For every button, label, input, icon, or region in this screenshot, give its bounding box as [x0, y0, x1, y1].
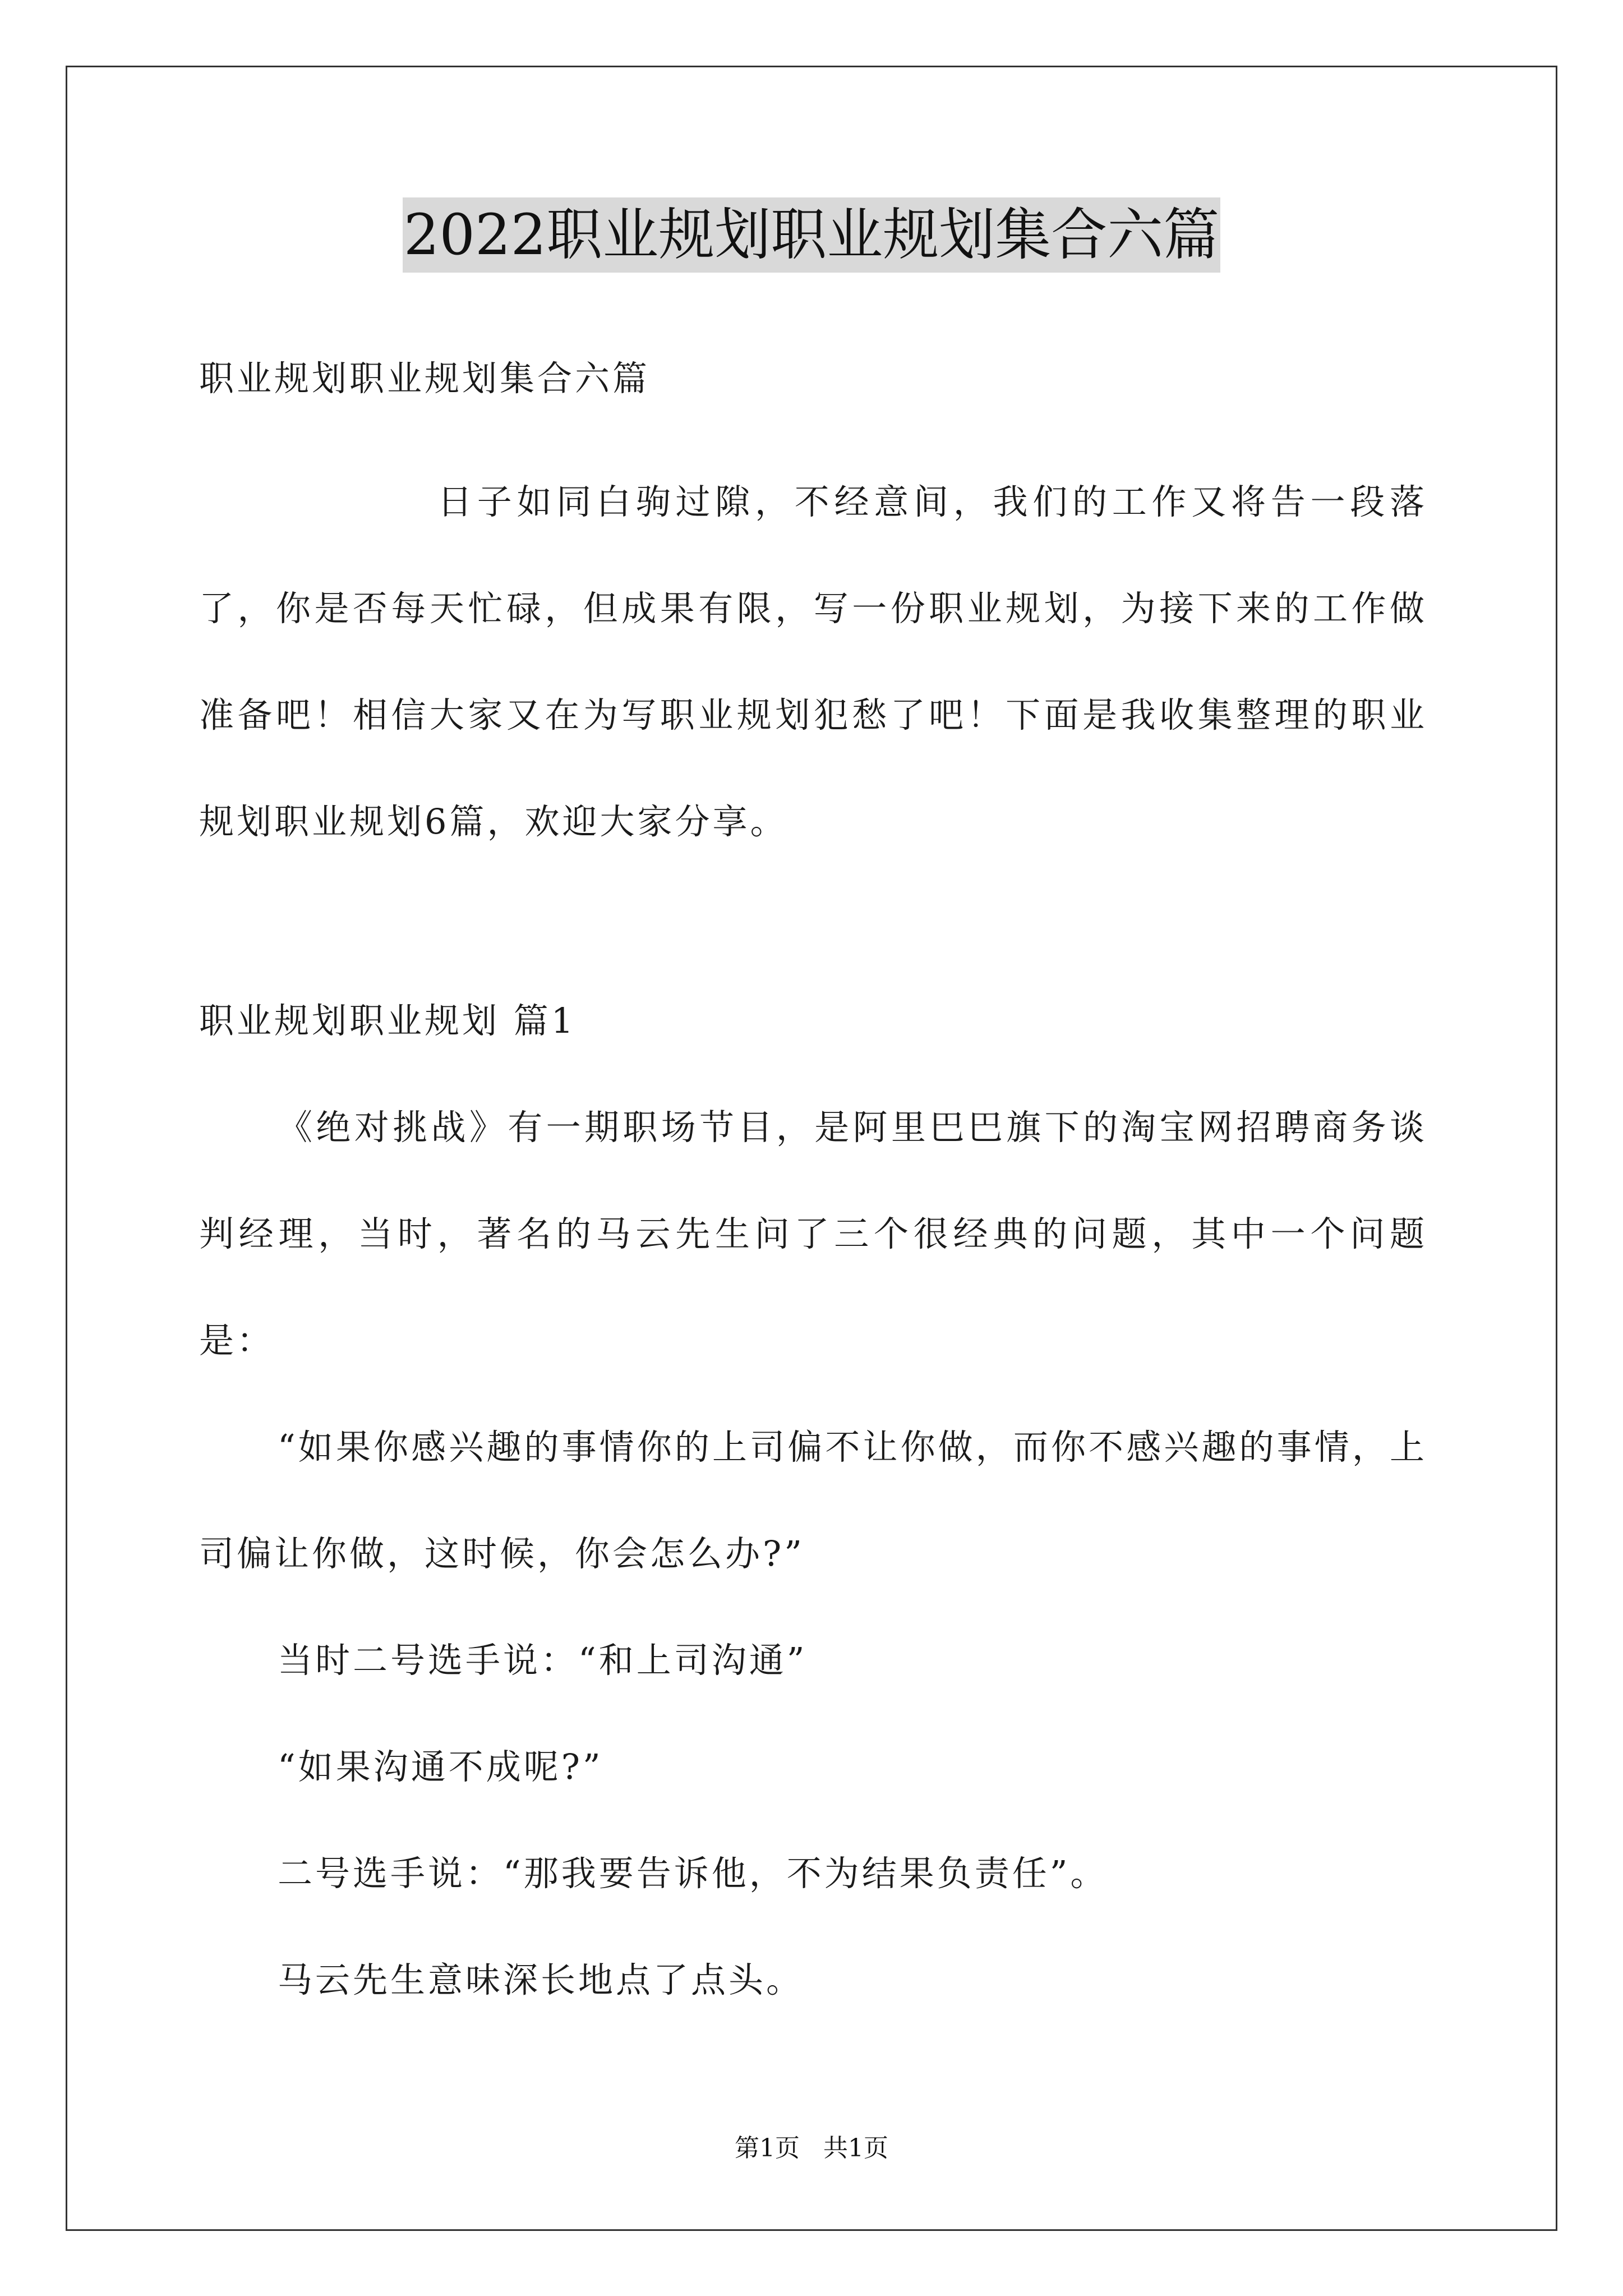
intro-paragraph: 日子如同白驹过隙，不经意间，我们的工作又将告一段落了，你是否每天忙碌，但成果有限，写一份职业规划，为接下来的工作做准备吧！相信大家又在为写职业规划犯愁了吧！下面是我收集整理的职业规划职业规划6篇，欢迎大家分享。 — [199, 481, 1427, 842]
spacer — [199, 875, 1427, 968]
section-heading: 职业规划职业规划 篇1 — [199, 1000, 577, 1041]
body-paragraph: 二号选手说：“那我要告诉他，不为结果负责任”。 — [278, 1853, 1108, 1894]
body-paragraph: 马云先生意味深长地点了点头。 — [278, 1959, 804, 2000]
body-paragraph: 当时二号选手说：“和上司沟通” — [278, 1640, 808, 1681]
document-subtitle: 职业规划职业规划集合六篇 — [199, 358, 651, 399]
document-body — [199, 325, 1427, 2033]
title-container — [0, 197, 1623, 273]
page-footer: 第1页 共1页 — [735, 2134, 888, 2162]
body-paragraph: “如果你感兴趣的事情你的上司偏不让你做，而你不感兴趣的事情，上司偏让你做，这时候，你会怎么办?” — [199, 1427, 1427, 1574]
spacer — [199, 432, 1427, 449]
body-paragraph: “如果沟通不成呢?” — [278, 1746, 603, 1787]
document-title: 2022职业规划职业规划集合六篇 — [403, 197, 1221, 273]
body-paragraph: 《绝对挑战》有一期职场节目，是阿里巴巴旗下的淘宝网招聘商务谈判经理，当时，著名的马云先生问了三个很经典的问题，其中一个问题是： — [199, 1107, 1427, 1361]
